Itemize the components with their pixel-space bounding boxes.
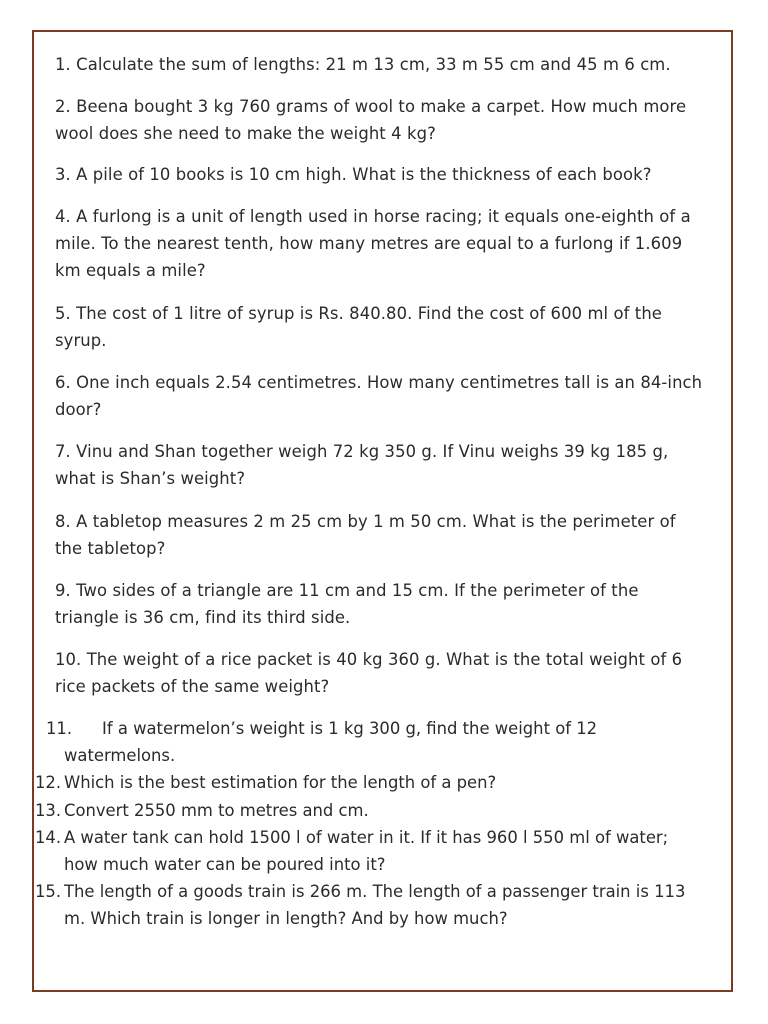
question-9 (55, 577, 707, 631)
question-number: 5. (55, 304, 71, 323)
question-text: A furlong is a unit of length used in horse racing; it equals one-eighth of a mile. To the nearest tenth, how many metres are equal to a furlong if 1.609 km equals a mile? (55, 207, 691, 280)
question-text: Calculate the sum of lengths: 21 m 13 cm, 33 m 55 cm and 45 m 6 cm. (76, 55, 671, 74)
question-text: Convert 2550 mm to metres and cm. (64, 801, 369, 820)
question-number: 4. (55, 207, 71, 226)
question-number: 1. (55, 55, 71, 74)
question-number: 3. (55, 165, 71, 184)
question-7 (55, 438, 707, 492)
question-number: 9. (55, 581, 71, 600)
question-text: The length of a goods train is 266 m. The length of a passenger train is 113 m. Which train is longer in length? And by how much? (64, 882, 686, 928)
question-8 (55, 508, 707, 562)
question-text: A water tank can hold 1500 l of water in it. If it has 960 l 550 ml of water; how much water can be poured into it? (64, 828, 669, 874)
question-6 (55, 369, 707, 423)
question-number: 15. (35, 882, 62, 901)
question-text: Vinu and Shan together weigh 72 kg 350 g. If Vinu weighs 39 kg 185 g, what is Shan’s weight? (55, 442, 669, 488)
question-15 (35, 878, 707, 932)
question-2 (55, 93, 707, 147)
question-text: Which is the best estimation for the length of a pen? (64, 773, 497, 792)
question-text: A tabletop measures 2 m 25 cm by 1 m 50 cm. What is the perimeter of the tabletop? (55, 512, 676, 558)
question-text: One inch equals 2.54 centimetres. How many centimetres tall is an 84-inch door? (55, 373, 703, 419)
question-text: If a watermelon’s weight is 1 kg 300 g, find the weight of 12 watermelons. (64, 719, 598, 765)
question-1 (55, 51, 707, 78)
question-13 (35, 797, 707, 824)
question-number: 11. (46, 719, 73, 738)
question-text: Beena bought 3 kg 760 grams of wool to make a carpet. How much more wool does she need to make the weight 4 kg? (55, 97, 687, 143)
question-3 (55, 161, 707, 188)
question-14 (35, 824, 707, 878)
question-text: A pile of 10 books is 10 cm high. What is the thickness of each book? (76, 165, 652, 184)
question-text: Two sides of a triangle are 11 cm and 15 cm. If the perimeter of the triangle is 36 cm, find its third side. (55, 581, 639, 627)
question-number: 13. (35, 801, 62, 820)
question-5 (55, 300, 707, 354)
question-text: The cost of 1 litre of syrup is Rs. 840.80. Find the cost of 600 ml of the syrup. (55, 304, 662, 350)
question-number: 12. (35, 773, 62, 792)
question-10 (55, 646, 707, 700)
question-number: 14. (35, 828, 62, 847)
question-number: 6. (55, 373, 71, 392)
question-text: The weight of a rice packet is 40 kg 360 g. What is the total weight of 6 rice packets of the same weight? (55, 650, 683, 696)
question-number: 10. (55, 650, 82, 669)
question-number: 7. (55, 442, 71, 461)
question-number: 8. (55, 512, 71, 531)
question-11 (35, 715, 707, 769)
question-12 (35, 769, 707, 796)
question-number: 2. (55, 97, 71, 116)
question-4 (55, 203, 707, 284)
